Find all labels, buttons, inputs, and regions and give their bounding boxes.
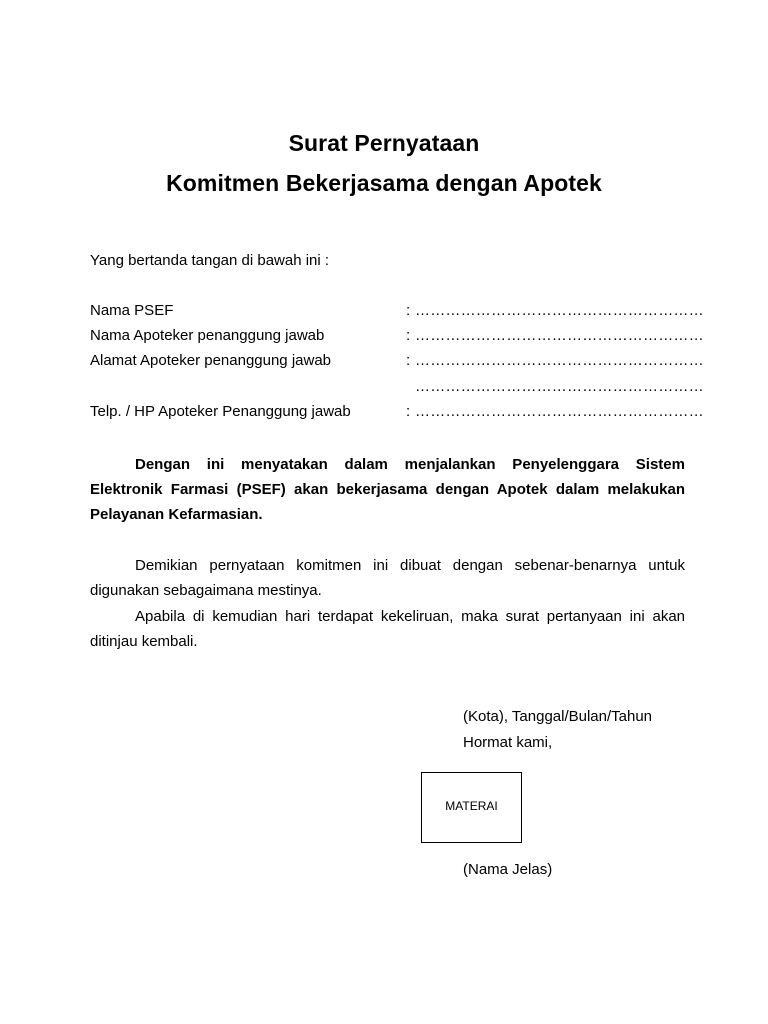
stamp-label: MATERAI — [445, 799, 498, 813]
field-colon: : — [406, 403, 411, 420]
stamp-box — [421, 772, 522, 843]
field-row-alamat-apoteker — [90, 352, 704, 372]
field-colon: : — [406, 327, 411, 344]
field-row-telp-apoteker — [90, 403, 704, 423]
field-blank: ………………………………………………… — [415, 352, 704, 369]
field-blank: ………………………………………………… — [415, 327, 704, 344]
closing-salutation: Hormat kami, — [463, 734, 553, 751]
correction-paragraph: Apabila di kemudian hari terdapat kekeliruan, maka surat pertanyaan ini akan ditinjau kembali. — [90, 608, 685, 650]
field-label: Nama PSEF — [90, 302, 174, 319]
field-blank: ………………………………………………… — [415, 403, 704, 420]
field-label: Telp. / HP Apoteker Penanggung jawab — [90, 403, 351, 420]
field-label: Alamat Apoteker penanggung jawab — [90, 352, 332, 369]
closing-paragraph: Demikian pernyataan komitmen ini dibuat dengan sebenar-benarnya untuk digunakan sebagaimana mestinya. — [90, 557, 685, 599]
signer-name: (Nama Jelas) — [463, 861, 553, 878]
field-blank: ………………………………………………… — [415, 302, 704, 319]
field-row-nama-psef — [90, 302, 704, 322]
field-colon: : — [406, 352, 411, 369]
document-title: Surat Pernyataan — [288, 130, 480, 156]
field-colon: : — [406, 302, 411, 319]
statement-paragraph: Dengan ini menyatakan dalam menjalankan Penyelenggara Sistem Elektronik Farmasi (PSEF) akan bekerjasama dengan Apotek dalam melakukan Pelayanan Kefarmasian. — [90, 456, 685, 523]
place-date: (Kota), Tanggal/Bulan/Tahun — [463, 708, 653, 725]
document-subtitle: Komitmen Bekerjasama dengan Apotek — [166, 170, 602, 196]
address-continuation-blank: ………………………………………………… — [415, 378, 704, 395]
field-row-nama-apoteker — [90, 327, 704, 347]
field-label: Nama Apoteker penanggung jawab — [90, 327, 325, 344]
intro-text: Yang bertanda tangan di bawah ini : — [90, 252, 330, 269]
